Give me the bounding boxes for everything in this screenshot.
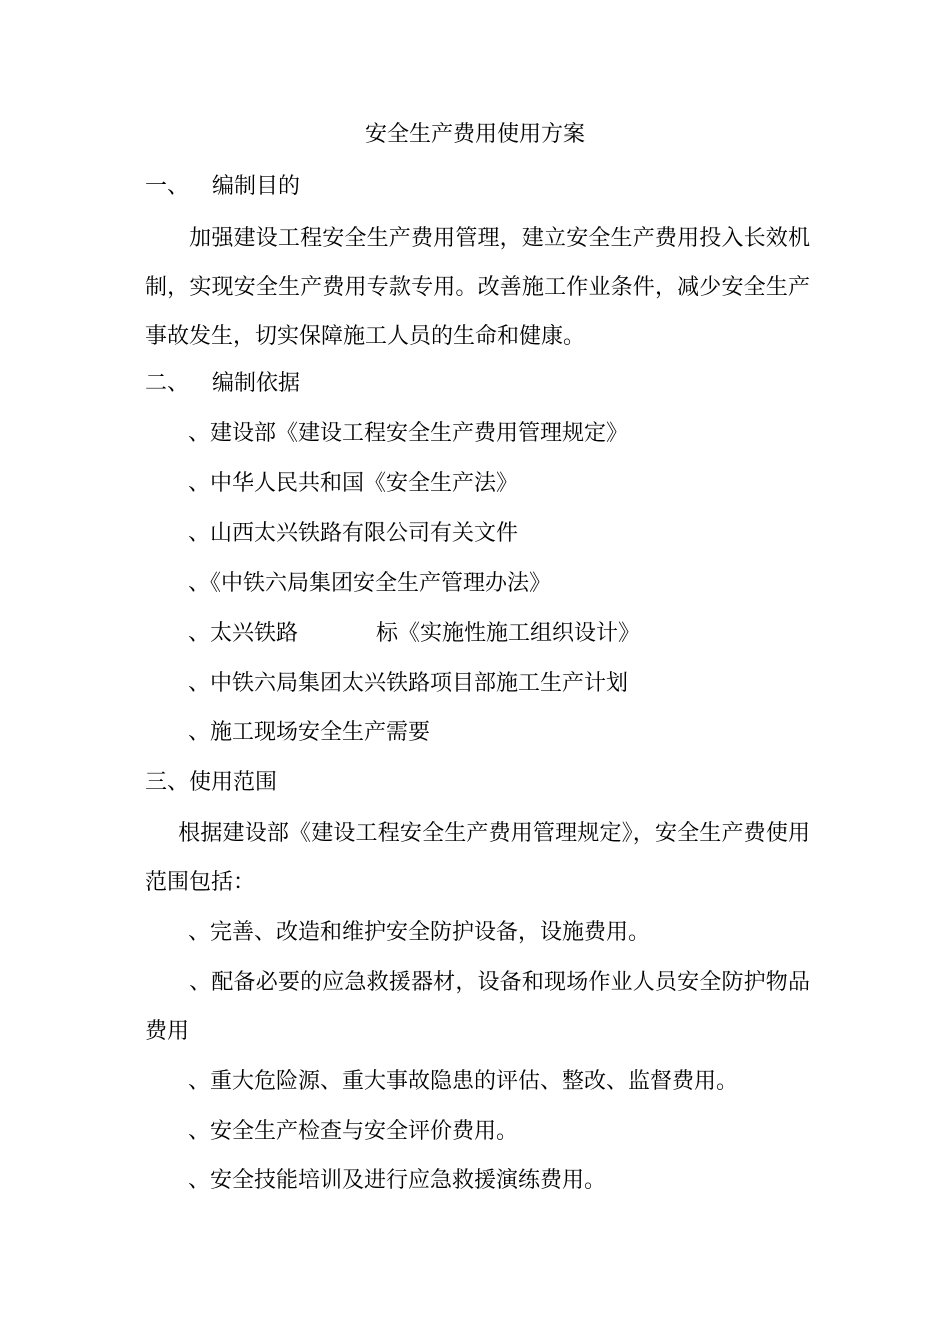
basis-item-3: 、山西太兴铁路有限公司有关文件 bbox=[188, 521, 519, 546]
scope-item-2-text: 、配备必要的应急救援器材，设备和现场作业人员安全防护物品费用 bbox=[145, 970, 810, 1044]
section3-paragraph bbox=[145, 809, 810, 907]
scope-item-4: 、安全生产检查与安全评价费用。 bbox=[188, 1119, 519, 1144]
scope-item-3: 、重大危险源、重大事故隐患的评估、整改、监督费用。 bbox=[188, 1069, 739, 1094]
basis-item-2: 、中华人民共和国《安全生产法》 bbox=[188, 471, 519, 496]
document-title: 安全生产费用使用方案 bbox=[364, 122, 585, 147]
basis-item-6: 、中铁六局集团太兴铁路项目部施工生产计划 bbox=[188, 671, 629, 696]
basis-item-7: 、施工现场安全生产需要 bbox=[188, 720, 431, 745]
basis-item-5-after: 标《实施性施工组织设计》 bbox=[376, 621, 641, 646]
basis-item-5 bbox=[188, 617, 640, 651]
section3-heading: 三、使用范围 bbox=[145, 770, 278, 795]
section3-paragraph-text: 根据建设部《建设工程安全生产费用管理规定》，安全生产费使用范围包括： bbox=[145, 821, 810, 895]
section1-heading: 编制目的 bbox=[212, 174, 301, 199]
basis-item-1: 、建设部《建设工程安全生产费用管理规定》 bbox=[188, 421, 629, 446]
basis-item-5-before: 、太兴铁路 bbox=[188, 621, 299, 646]
scope-item-5: 、安全技能培训及进行应急救援演练费用。 bbox=[188, 1168, 607, 1193]
section2-number: 二、 bbox=[145, 371, 190, 396]
section1-number: 一、 bbox=[145, 174, 190, 199]
section1-paragraph bbox=[145, 214, 810, 361]
basis-item-4: 、《中铁六局集团安全生产管理办法》 bbox=[188, 571, 552, 596]
section1-paragraph-text: 加强建设工程安全生产费用管理，建立安全生产费用投入长效机制，实现安全生产费用专款专用。改善施工作业条件，减少安全生产事故发生，切实保障施工人员的生命和健康。 bbox=[145, 226, 810, 349]
section2-heading: 编制依据 bbox=[212, 371, 301, 396]
scope-item-1: 、完善、改造和维护安全防护设备，设施费用。 bbox=[188, 920, 651, 945]
scope-item-2 bbox=[145, 958, 810, 1056]
